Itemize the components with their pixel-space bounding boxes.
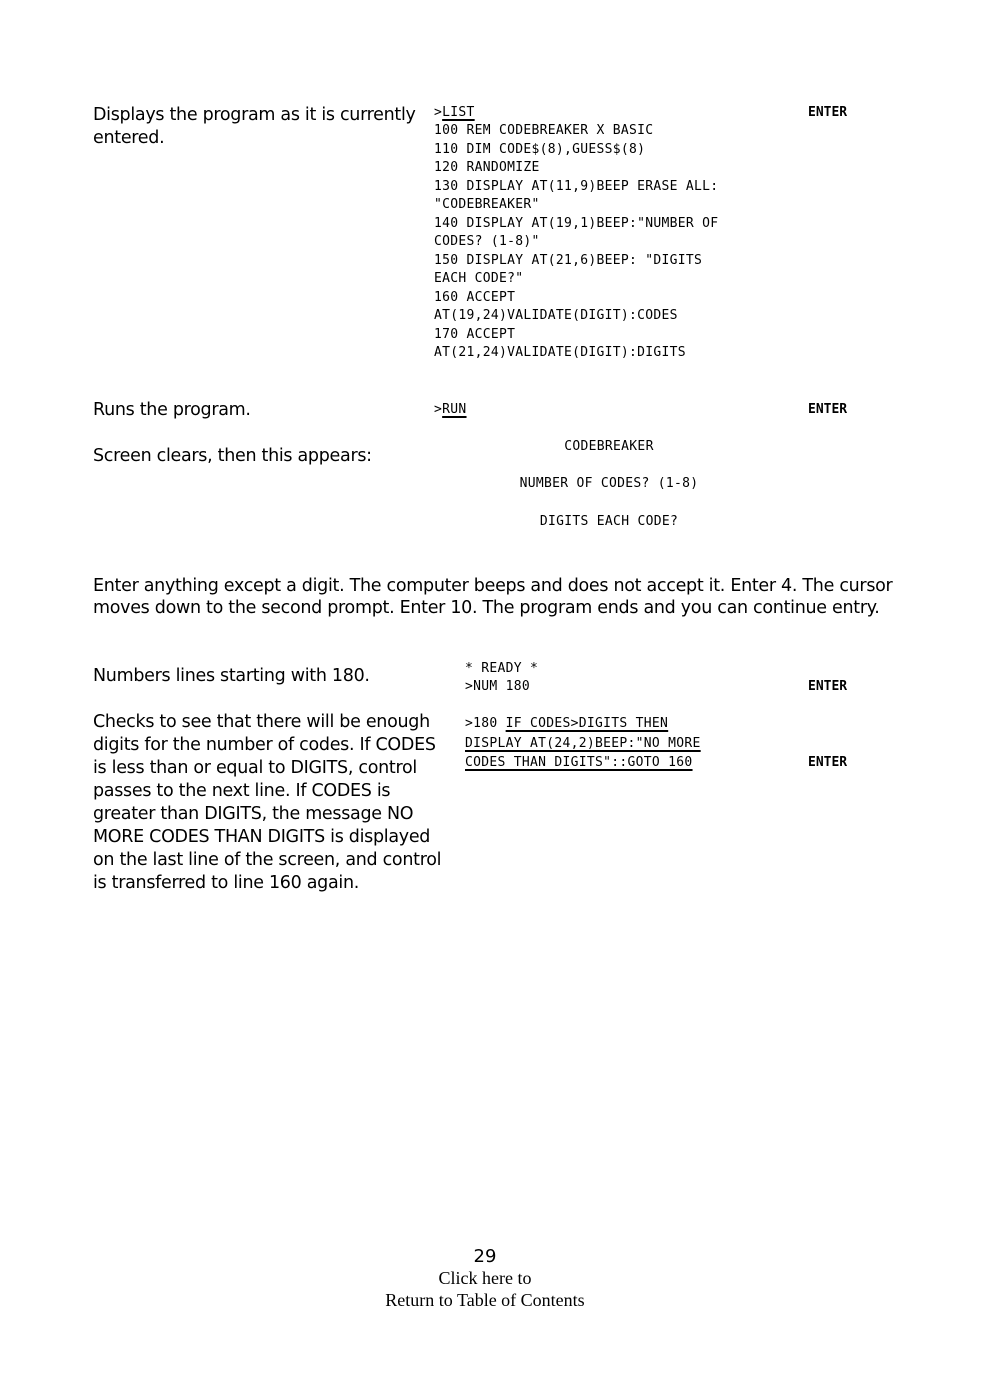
line180-text-2: DISPLAY AT(24,2)BEEP:"NO MORE [465, 736, 701, 751]
num-command: >NUM 180 [465, 679, 531, 694]
listing-line: 100 REM CODEBREAKER X BASIC [434, 123, 654, 138]
list-command-text: LIST [442, 105, 475, 120]
run-enter-key: ENTER [808, 402, 848, 417]
line180-prefix: >180 [465, 716, 506, 731]
line180-code-1 [465, 715, 668, 734]
run-description: Runs the program. [93, 400, 251, 420]
listing-line: AT(21,24)VALIDATE(DIGIT):DIGITS [434, 345, 686, 360]
toc-link[interactable] [0, 1268, 970, 1311]
listing-line: "CODEBREAKER" [434, 197, 540, 212]
run-prompt: > [434, 402, 443, 417]
line180-enter-key: ENTER [808, 755, 848, 770]
list-prompt: > [434, 105, 443, 120]
page-number: 29 [473, 1246, 497, 1267]
line180-code-3 [465, 754, 693, 773]
screen-title: CODEBREAKER [564, 439, 654, 454]
toc-link-line-2[interactable]: Return to Table of Contents [385, 1290, 585, 1310]
screen-prompt-digits: DIGITS EACH CODE? [539, 514, 679, 529]
listing-line: 120 RANDOMIZE [434, 160, 540, 175]
listing-line: 130 DISPLAY AT(11,9)BEEP ERASE ALL: [434, 178, 719, 194]
ready-prompt: * READY * [465, 661, 539, 676]
run-command-text: RUN [442, 402, 467, 417]
listing-line: CODES? (1-8)" [434, 234, 540, 249]
listing-line: 150 DISPLAY AT(21,6)BEEP: "DIGITS [434, 252, 703, 268]
screen-description: Screen clears, then this appears: [93, 446, 372, 466]
listing-line: 160 ACCEPT [434, 289, 516, 305]
listing-line: 110 DIM CODE$(8),GUESS$(8) [434, 141, 646, 157]
num-description: Numbers lines starting with 180. [93, 666, 370, 686]
screen-prompt-codes: NUMBER OF CODES? (1-8) [519, 476, 699, 491]
list-enter-key: ENTER [808, 105, 848, 120]
line180-code-2 [465, 735, 701, 754]
list-command [434, 104, 475, 123]
line180-text-1: IF CODES>DIGITS THEN [505, 716, 669, 731]
run-command [434, 401, 467, 420]
line180-description: Checks to see that there will be enough digits for the number of codes. If CODES is less than or equal to DIGITS, control passes to the next line. If CODES is greater than DIGITS, the message NO MORE CODES THAN DIGITS is displayed on the last line of the screen, and control is transferred to line 160 again. [93, 712, 442, 893]
line180-text-3: CODES THAN DIGITS"::GOTO 160 [465, 755, 693, 770]
num-enter-key: ENTER [808, 679, 848, 694]
instruction-paragraph: Enter anything except a digit. The computer beeps and does not accept it. Enter 4. The cursor moves down to the second prompt. Enter 10. The program ends and you can continue entry. [93, 576, 893, 618]
listing-line: EACH CODE?" [434, 271, 524, 286]
listing-line: 170 ACCEPT [434, 326, 516, 342]
listing-line: 140 DISPLAY AT(19,1)BEEP:"NUMBER OF [434, 215, 719, 231]
toc-link-line-1[interactable]: Click here to [438, 1268, 532, 1288]
listing-line: AT(19,24)VALIDATE(DIGIT):CODES [434, 308, 678, 323]
list-description: Displays the program as it is currently entered. [93, 105, 416, 148]
program-listing [434, 122, 718, 363]
